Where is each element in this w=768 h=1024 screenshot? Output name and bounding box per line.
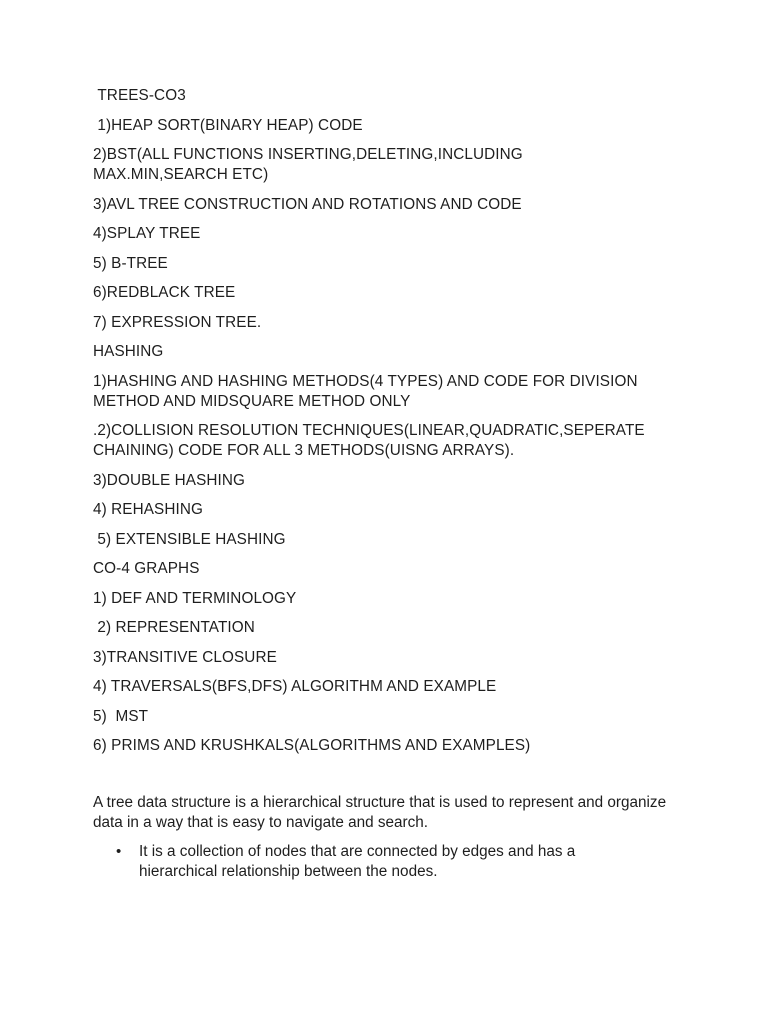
topic-item: 4) REHASHING bbox=[93, 501, 203, 518]
topic-item: 5) EXTENSIBLE HASHING bbox=[93, 530, 286, 548]
topic-item: 2) REPRESENTATION bbox=[93, 619, 255, 636]
topic-item: 1)HEAP SORT(BINARY HEAP) CODE bbox=[93, 116, 363, 134]
topic-item: 7) EXPRESSION TREE. bbox=[93, 313, 262, 331]
topic-item: 3)DOUBLE HASHING bbox=[93, 471, 246, 489]
bullet-icon: • bbox=[116, 843, 122, 860]
heading-trees-co3: TREES-CO3 bbox=[93, 87, 186, 104]
bullet-list bbox=[93, 842, 693, 882]
document-content bbox=[93, 86, 693, 882]
topic-item: 3)AVL TREE CONSTRUCTION AND ROTATIONS AND CODE bbox=[93, 195, 522, 213]
topic-item: 3)TRANSITIVE CLOSURE bbox=[93, 648, 277, 666]
topic-item: 4)SPLAY TREE bbox=[93, 225, 201, 242]
tree-definition-paragraph: A tree data structure is a hierarchical structure that is used to represent and organize data in a way that is easy to navigate and search. bbox=[93, 794, 667, 831]
topic-item: 2)BST(ALL FUNCTIONS INSERTING,DELETING,INCLUDING MAX.MIN,SEARCH ETC) bbox=[93, 146, 528, 183]
topic-item: 1)HASHING AND HASHING METHODS(4 TYPES) AND CODE FOR DIVISION METHOD AND MIDSQUARE METHOD ONLY bbox=[93, 372, 642, 410]
topic-item: 5) MST bbox=[93, 707, 149, 725]
topic-item: 4) TRAVERSALS(BFS,DFS) ALGORITHM AND EXAMPLE bbox=[93, 678, 497, 695]
topic-item: 1) DEF AND TERMINOLOGY bbox=[93, 589, 297, 607]
heading-co4-graphs: CO-4 GRAPHS bbox=[93, 560, 200, 577]
heading-hashing: HASHING bbox=[93, 343, 164, 360]
list-item bbox=[93, 842, 639, 882]
topic-item: 5) B-TREE bbox=[93, 254, 168, 272]
topic-item: 6) PRIMS AND KRUSHKALS(ALGORITHMS AND EXAMPLES) bbox=[93, 737, 531, 754]
topic-item: .2)COLLISION RESOLUTION TECHNIQUES(LINEAR,QUADRATIC,SEPERATE CHAINING) CODE FOR ALL 3 METHODS(UISNG ARRAYS). bbox=[93, 422, 650, 459]
list-item-text: It is a collection of nodes that are connected by edges and has a hierarchical relationship between the nodes. bbox=[139, 843, 576, 880]
topic-item: 6)REDBLACK TREE bbox=[93, 284, 236, 301]
